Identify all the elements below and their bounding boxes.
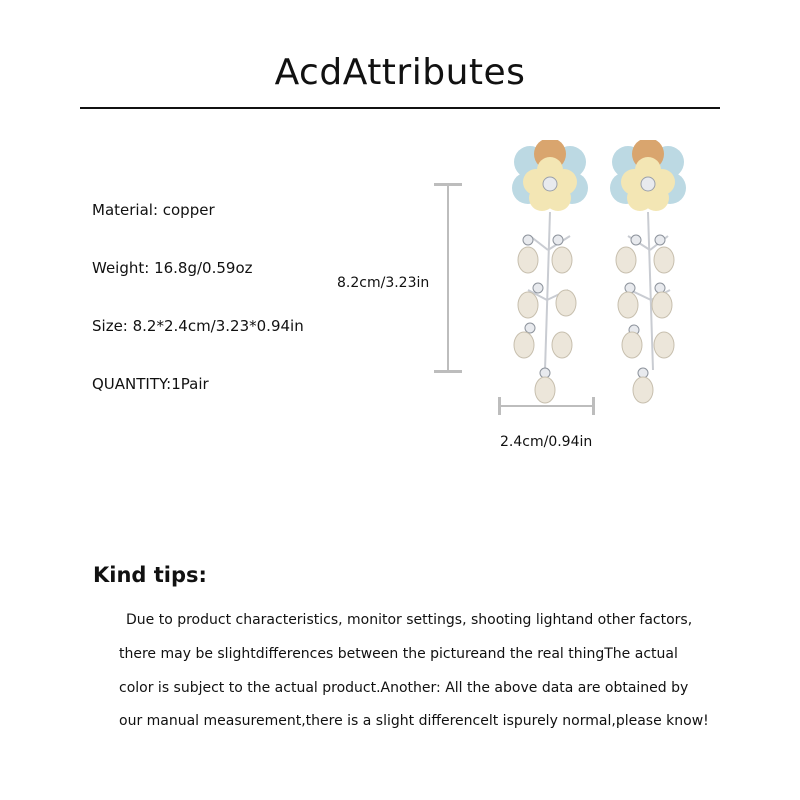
kind-tips-heading: Kind tips:	[93, 563, 207, 587]
height-label: 8.2cm/3.23in	[337, 275, 430, 291]
earring-left-image	[500, 140, 600, 410]
height-measure-line	[447, 185, 449, 373]
attribute-size: Size: 8.2*2.4cm/3.23*0.94in	[92, 317, 304, 335]
flower-stud	[610, 140, 686, 211]
earring-right-image	[598, 140, 698, 410]
tip-line-2: there may be slightdifferences between the pictureand the real thingThe actual	[119, 646, 678, 662]
attribute-weight: Weight: 16.8g/0.59oz	[92, 259, 253, 277]
tip-line-3: color is subject to the actual product.Another: All the above data are obtained by	[119, 680, 689, 696]
tip-line-1: Due to product characteristics, monitor settings, shooting lightand other factors,	[126, 612, 693, 628]
height-measure-cap-bottom	[434, 370, 462, 373]
pearl-tassel	[616, 212, 674, 403]
page-title: AcdAttributes	[274, 52, 526, 93]
width-label: 2.4cm/0.94in	[500, 434, 593, 450]
attribute-material: Material: copper	[92, 201, 215, 219]
pearl-tassel	[514, 212, 576, 403]
title-divider	[80, 107, 720, 109]
tip-line-4: our manual measurement,there is a slight differencelt ispurely normal,please know!	[119, 713, 709, 729]
flower-stud	[512, 140, 588, 211]
attribute-quantity: QUANTITY:1Pair	[92, 375, 209, 393]
